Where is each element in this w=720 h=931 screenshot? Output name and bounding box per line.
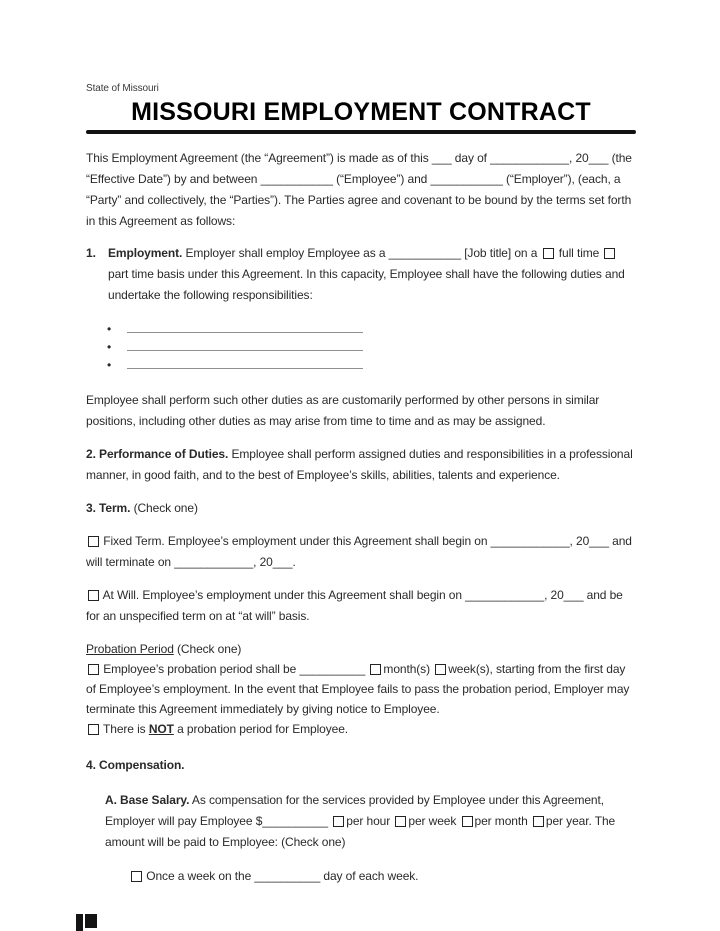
section-term-heading: 3. Term.	[86, 501, 131, 515]
per-week-checkbox[interactable]	[395, 816, 406, 827]
per-month-checkbox[interactable]	[462, 816, 473, 827]
no-probation-post: a probation period for Employee.	[177, 722, 348, 736]
once-a-week-text: Once a week on the __________ day of each week.	[146, 869, 419, 883]
probation-option-1	[86, 659, 636, 719]
probation-heading-row	[86, 639, 636, 659]
probation-heading: Probation Period	[86, 642, 174, 656]
probation-check-one: (Check one)	[177, 642, 242, 656]
base-salary-text: As compensation for the services provided by Employee under this Agreement, Employer will pay Employee $__________	[105, 793, 604, 828]
duty-blank-line	[127, 357, 363, 369]
list-item	[107, 356, 636, 374]
duties-list	[107, 320, 636, 374]
per-hour-label: per hour	[346, 814, 391, 828]
per-week-label: per week	[408, 814, 457, 828]
section-employment-heading: Employment.	[108, 246, 183, 260]
weeks-checkbox[interactable]	[435, 664, 446, 675]
state-label: State of Missouri	[86, 83, 159, 94]
base-salary-heading: A. Base Salary.	[105, 793, 190, 807]
probation-option-2	[86, 719, 636, 739]
legal-templates-logo	[74, 913, 636, 931]
at-will-checkbox[interactable]	[88, 590, 99, 601]
list-item	[107, 338, 636, 356]
employment-text: Employer shall employ Employee as a ___________ [Job title] on a	[185, 246, 538, 260]
section-performance-heading: 2. Performance of Duties.	[86, 447, 229, 461]
part-time-checkbox[interactable]	[604, 248, 615, 259]
months-label: month(s)	[383, 662, 430, 676]
list-item	[107, 320, 636, 338]
weeks-label: week(s), starting from the first day of Employee’s employment. In the event that Employee fails to pass the probation period, Employer may terminate this Agreement immediately by giving notice to Employee.	[86, 662, 630, 716]
duty-blank-line	[127, 339, 363, 351]
section-performance	[86, 444, 636, 486]
section-number: 1.	[86, 246, 96, 260]
legal-templates-logo-icon	[74, 913, 100, 931]
no-probation-checkbox[interactable]	[88, 724, 99, 735]
per-year-label: per year.	[545, 814, 592, 828]
part-time-label: part time basis under this Agreement. In this capacity, Employee shall have the following duties and undertake the following responsibilities:	[108, 267, 625, 302]
intro-paragraph: This Employment Agreement (the “Agreement”) is made as of this ___ day of ____________, 20___ (the “Effective Date”) by and between ___________ (“Employee”) and ___________ (“Employer”), (each, a “Party” and collectively, the “Parties”). The Parties agree and covenant to be bound by the terms set forth in this Agreement as follows:	[86, 151, 632, 228]
base-salary-paragraph	[105, 790, 636, 853]
bullet-icon: •	[107, 340, 112, 354]
fixed-term-option	[86, 531, 636, 573]
per-month-label: per month	[474, 814, 528, 828]
no-probation-pre: There is	[103, 722, 146, 736]
probation-section	[86, 639, 636, 739]
duty-blank-line	[127, 321, 363, 333]
full-time-label: full time	[558, 246, 600, 260]
document-header	[86, 82, 636, 134]
other-duties-paragraph: Employee shall perform such other duties as are customarily performed by other persons in similar positions, including other duties as may arise from time to time and as may be assigned.	[86, 393, 600, 428]
section-compensation-heading: 4. Compensation.	[86, 758, 185, 772]
section-term	[86, 498, 636, 519]
per-hour-checkbox[interactable]	[333, 816, 344, 827]
bullet-icon: •	[107, 322, 112, 336]
performance-text: Employee shall perform assigned duties and responsibilities in a professional manner, in good faith, and to the best of Employee’s skills, abilities, talents and experience.	[86, 447, 633, 482]
fixed-term-text: Fixed Term. Employee’s employment under this Agreement shall begin on ____________, 20___ and will terminate on ____________, 20___.	[86, 534, 632, 569]
once-a-week-checkbox[interactable]	[131, 871, 142, 882]
at-will-option	[86, 585, 636, 627]
page-title: MISSOURI EMPLOYMENT CONTRACT	[131, 98, 591, 126]
payment-schedule-option	[129, 866, 636, 887]
section-employment-body	[108, 243, 636, 306]
probation-period-checkbox[interactable]	[88, 664, 99, 675]
probation-option1-text: Employee’s probation period shall be __________	[103, 662, 366, 676]
full-time-checkbox[interactable]	[543, 248, 554, 259]
bullet-icon: •	[107, 358, 112, 372]
months-checkbox[interactable]	[370, 664, 381, 675]
title-divider	[86, 130, 636, 134]
per-year-checkbox[interactable]	[533, 816, 544, 827]
base-salary-tail: The amount will be paid to Employee: (Check one)	[105, 814, 616, 849]
at-will-text: At Will. Employee’s employment under this Agreement shall begin on ____________, 20___ and be for an unspecified term on at “at will” basis.	[86, 588, 623, 623]
fixed-term-checkbox[interactable]	[88, 536, 99, 547]
term-check-one: (Check one)	[133, 501, 198, 515]
not-emphasis: NOT	[148, 722, 174, 736]
section-employment	[86, 243, 636, 306]
